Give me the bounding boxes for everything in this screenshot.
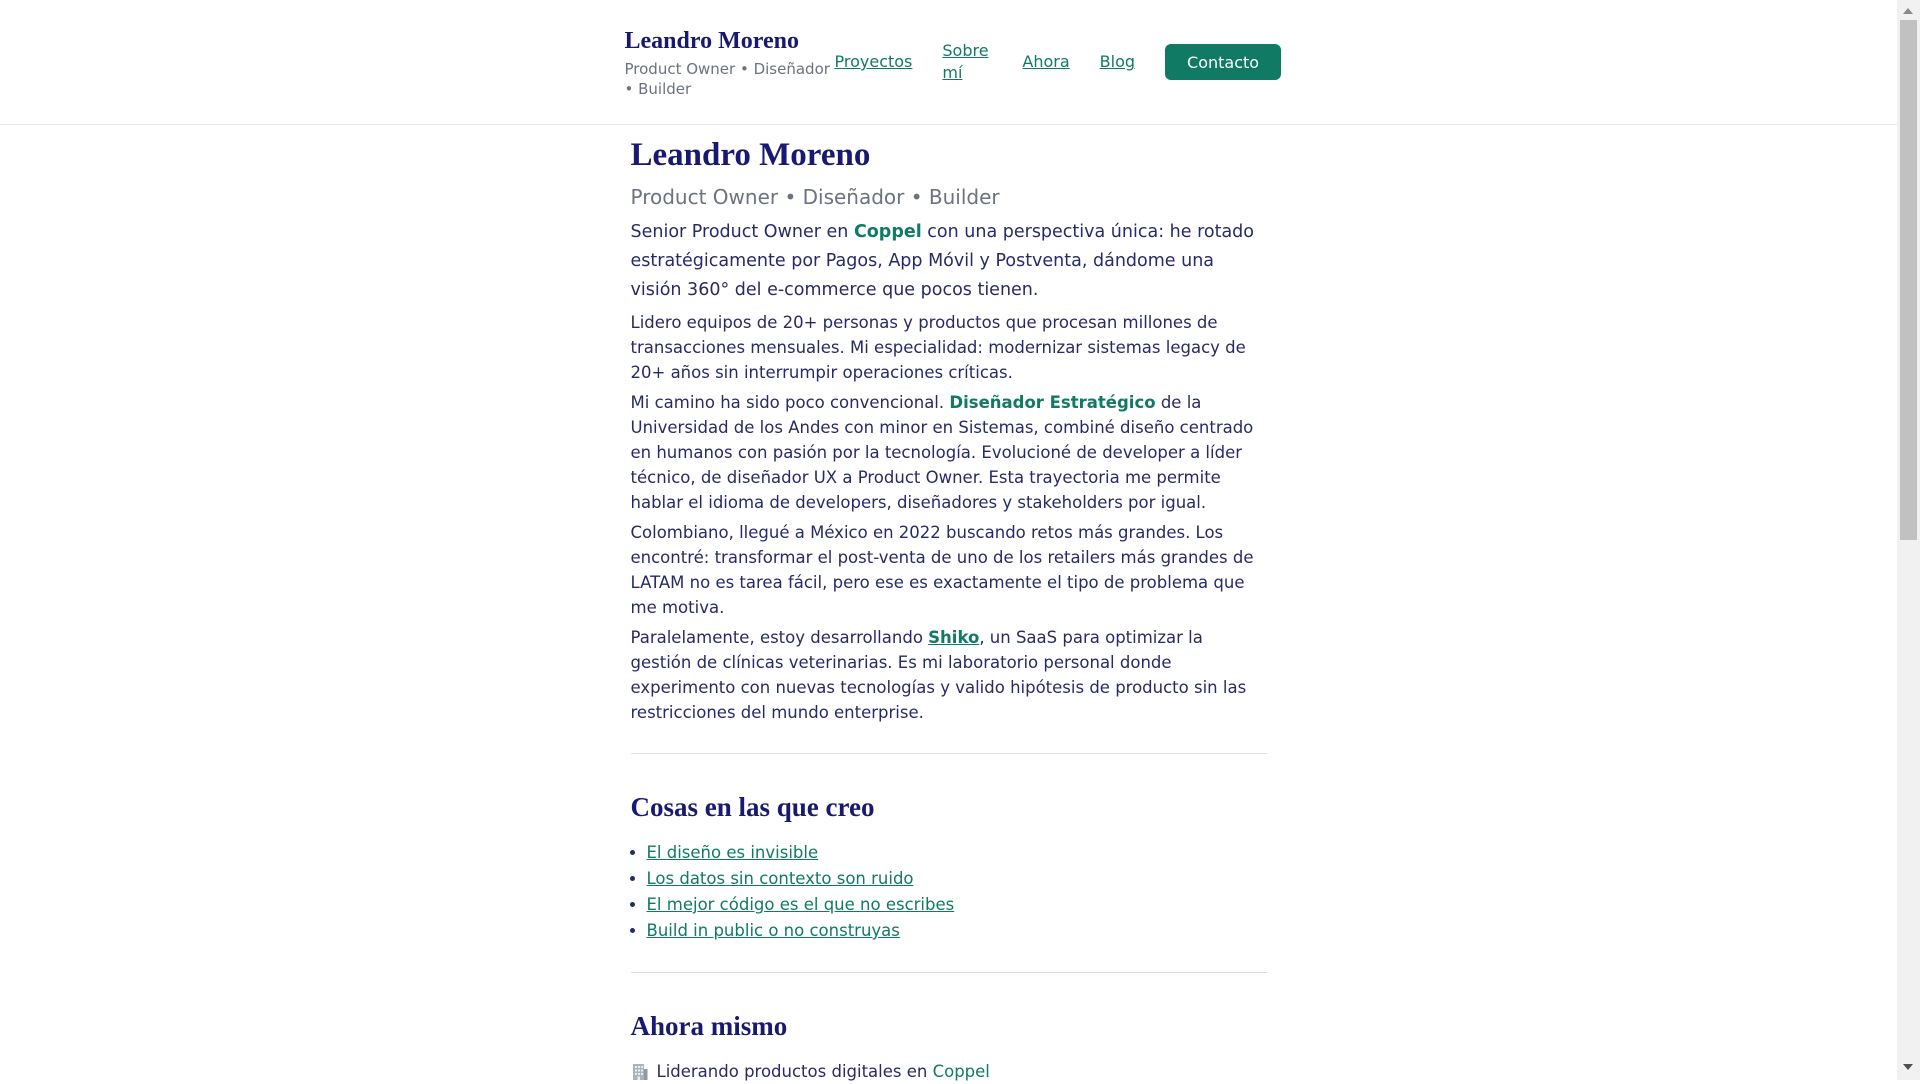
section-divider <box>631 753 1267 754</box>
list-item <box>647 840 1267 866</box>
scrollbar-up-arrow-icon[interactable] <box>1903 8 1913 14</box>
contact-button[interactable]: Contacto <box>1165 44 1281 80</box>
section-divider <box>631 972 1267 973</box>
brand-block <box>625 26 833 99</box>
paragraph-mexico: Colombiano, llegué a México en 2022 buscando retos más grandes. Los encontré: transformar el post-venta de uno de los retailers más grandes de LATAM no es tarea fácil, pero ese es exactamente el tipo de problema que me motiva. <box>630 523 1254 617</box>
now-item-text <box>657 1059 990 1084</box>
intro-text-1: Senior Product Owner en <box>630 222 854 242</box>
belief-link-build[interactable]: Build in public o no construyas <box>646 921 900 940</box>
list-item <box>647 866 1267 892</box>
page-title: Leandro Moreno <box>630 137 871 173</box>
shiko-link[interactable]: Shiko <box>928 628 980 647</box>
now-item <box>631 1059 1267 1084</box>
page-subtitle: Product Owner • Diseñador • Builder <box>630 185 1000 209</box>
intro-text-2: con una perspectiva única: he rotado estratégicamente por Pagos, App Móvil y Postventa, dándome una visión 360° del e-commerce que pocos tienen. <box>630 222 1254 300</box>
brand-subtitle: Product Owner • Diseñador • Builder <box>624 59 830 98</box>
belief-link-diseno[interactable]: El diseño es invisible <box>646 843 819 862</box>
list-item <box>647 918 1267 944</box>
nav-link-proyectos[interactable]: Proyectos <box>834 52 913 71</box>
main-nav <box>835 40 1136 84</box>
path-text-1: Mi camino ha sido poco convencional. <box>630 393 950 412</box>
coppel-highlight: Coppel <box>853 222 922 242</box>
nav-link-ahora[interactable]: Ahora <box>1022 52 1070 71</box>
paragraph-path <box>631 390 1267 515</box>
paragraph-teams: Lidero equipos de 20+ personas y productos que procesan millones de transacciones mensuales. Mi especialidad: modernizar sistemas legacy de 20+ años sin interrumpir operaciones críticas. <box>630 313 1246 382</box>
shiko-text-1: Paralelamente, estoy desarrollando <box>630 628 929 647</box>
path-text-2: de la Universidad de los Andes con minor en Sistemas, combiné diseño centrado en humanos con pasión por la tecnología. Evolucioné de developer a líder técnico, de diseñador UX a Product Owner. Esta trayectoria me permite hablar el idioma de developers, diseñadores y stakeholders por igual. <box>630 393 1254 512</box>
main-content <box>625 135 1273 1084</box>
belief-link-datos[interactable]: Los datos sin contexto son ruido <box>646 869 914 888</box>
shiko-text-2: , un SaaS para optimizar la gestión de clínicas veterinarias. Es mi laboratorio personal donde experimento con nuevas tecnologías y valido hipótesis de producto sin las restricciones del mundo enterprise. <box>630 628 1247 722</box>
coppel-link[interactable]: Coppel <box>932 1062 990 1081</box>
scrollbar-down-arrow-icon[interactable] <box>1903 1064 1913 1070</box>
nav-link-blog[interactable]: Blog <box>1099 52 1136 71</box>
site-header <box>0 0 1897 125</box>
belief-link-codigo[interactable]: El mejor código es el que no escribes <box>646 895 955 914</box>
list-item <box>647 892 1267 918</box>
office-building-icon <box>631 1063 649 1081</box>
disenador-estrategico-highlight: Diseñador Estratégico <box>949 393 1156 412</box>
brand-title: Leandro Moreno <box>624 27 799 54</box>
beliefs-list <box>631 840 1267 944</box>
intro-paragraph <box>631 218 1267 305</box>
scrollbar-thumb[interactable] <box>1900 20 1917 540</box>
now-section-title: Ahora mismo <box>630 1011 788 1041</box>
now-text-1: Liderando productos digitales en <box>656 1062 933 1081</box>
nav-link-sobre-mi[interactable]: Sobre mí <box>942 41 989 82</box>
paragraph-shiko <box>631 625 1267 725</box>
vertical-scrollbar[interactable] <box>1897 0 1920 1080</box>
beliefs-section-title: Cosas en las que creo <box>630 792 875 822</box>
